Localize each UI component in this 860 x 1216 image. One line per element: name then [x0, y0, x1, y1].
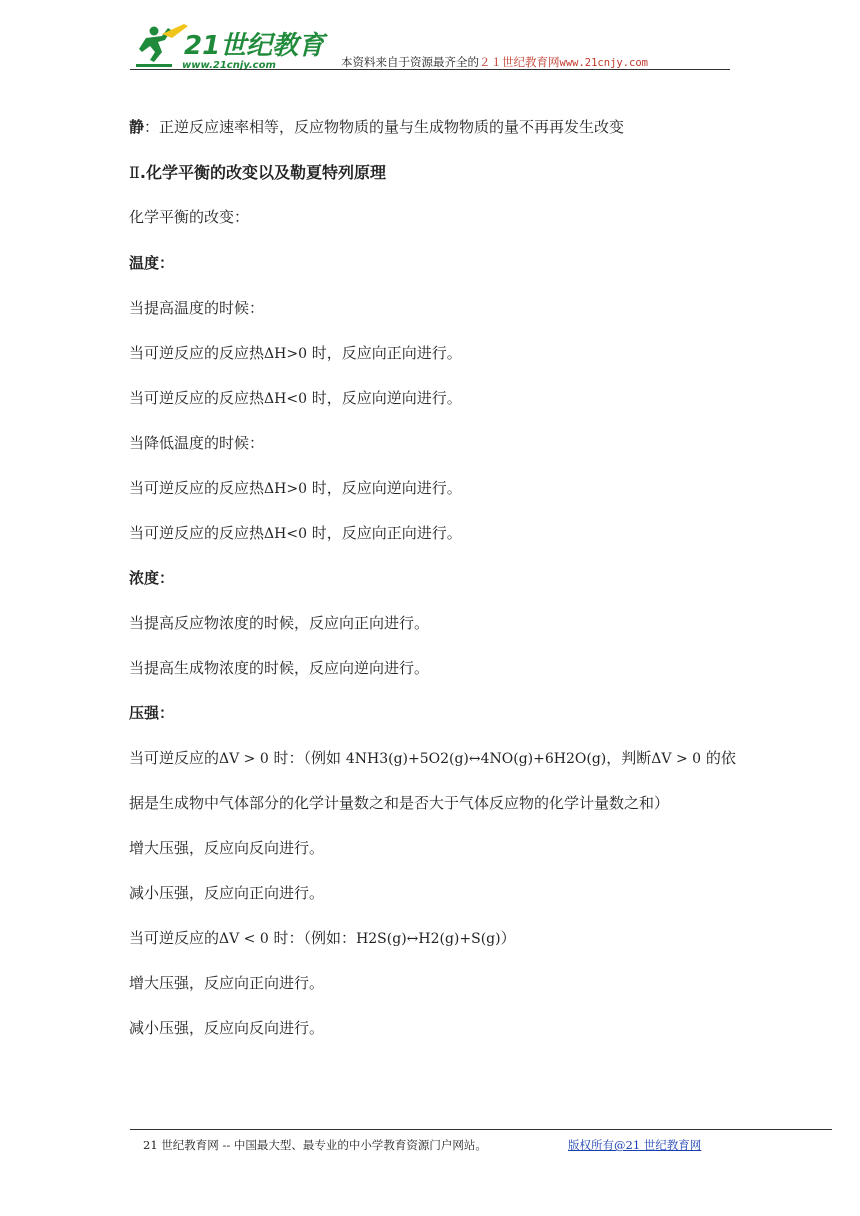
term-static: 静: [129, 118, 145, 136]
text-segment: 当可逆反应的: [129, 929, 220, 947]
header-tagline-url[interactable]: www.21cnjy.com: [559, 57, 649, 69]
text-segment: 时：（例如：: [268, 929, 357, 947]
logo-url-text: www.21cnjy.com: [182, 60, 276, 70]
text-line: [129, 928, 516, 949]
formula-segment: ΔH<0: [264, 391, 307, 407]
text-segment: 时：（例如: [268, 749, 346, 767]
text-segment: 当可逆反应的: [129, 749, 220, 767]
text-segment: 当可逆反应的反应热: [129, 344, 265, 362]
text-line: 增大压强，反应向反向进行。: [129, 839, 325, 857]
text-segment: 当可逆反应的反应热: [129, 389, 265, 407]
section-heading-text: .化学平衡的改变以及勒夏特列原理: [139, 163, 386, 182]
text-line: 减小压强，反应向反向进行。: [129, 1019, 325, 1037]
subheading-concentration: 浓度：: [129, 569, 175, 587]
formula-segment: ΔH<0: [264, 526, 307, 542]
text-segment: 时，反应向正向进行。: [306, 524, 462, 542]
text-line-equilibrium-static: [129, 117, 624, 137]
section-heading: [129, 163, 386, 183]
site-logo[interactable]: [132, 22, 332, 70]
header-divider: [130, 69, 730, 70]
header-tagline: [341, 54, 648, 70]
formula-segment: ΔH>0: [264, 481, 307, 497]
text-segment: 时，反应向逆向进行。: [306, 479, 462, 497]
text-line: [129, 343, 462, 364]
text-segment: 的依: [701, 749, 736, 767]
text-line: 当降低温度的时候：: [129, 434, 265, 452]
text-segment: 当可逆反应的反应热: [129, 524, 265, 542]
text-segment: 当可逆反应的反应热: [129, 479, 265, 497]
definition-static: ：正逆反应速率相等，反应物物质的量与生成物物质的量不再再发生改变: [144, 118, 625, 136]
section-roman-numeral: Ⅱ: [129, 163, 140, 182]
formula-segment: ΔV > 0: [219, 751, 269, 767]
subheading-pressure: 压强：: [129, 704, 175, 722]
text-segment: 时，反应向逆向进行。: [306, 389, 462, 407]
page-header: [130, 18, 730, 70]
footer-divider: [130, 1129, 832, 1130]
text-line: 化学平衡的改变：: [129, 208, 250, 226]
header-tagline-prefix: 本资料来自于资源最齐全的: [341, 55, 479, 69]
formula-segment: ΔV > 0: [651, 751, 702, 767]
text-line: 当提高温度的时候：: [129, 299, 265, 317]
text-line: [129, 523, 462, 544]
equation-segment: H2S(g)↔H2(g)+S(g): [356, 931, 501, 947]
text-line: [129, 388, 462, 409]
runner-logo-icon: [132, 22, 332, 70]
formula-segment: ΔH>0: [264, 346, 307, 362]
text-line: 当提高反应物浓度的时候，反应向正向进行。: [129, 614, 430, 632]
text-line: [129, 748, 736, 769]
text-line: 增大压强，反应向正向进行。: [129, 974, 325, 992]
subheading-temperature: 温度：: [129, 254, 175, 272]
footer-text: 21 世纪教育网 -- 中国最大型、最专业的中小学教育资源门户网站。: [143, 1138, 487, 1152]
text-line: [129, 478, 462, 499]
formula-segment: ΔV < 0: [219, 931, 269, 947]
equation-segment: 4NH3(g)+5O2(g)↔4NO(g)+6H2O(g): [345, 751, 607, 767]
text-line: 据是生成物中气体部分的化学计量数之和是否大于气体反应物的化学计量数之和）: [129, 794, 670, 812]
text-line: 减小压强，反应向正向进行。: [129, 884, 325, 902]
header-tagline-highlight: ２１世纪教育网: [479, 55, 560, 69]
text-segment: ，判断: [606, 749, 652, 767]
text-line: 当提高生成物浓度的时候，反应向逆向进行。: [129, 659, 430, 677]
text-segment: 时，反应向正向进行。: [306, 344, 462, 362]
copyright-link[interactable]: 版权所有@21 世纪教育网: [568, 1138, 702, 1152]
text-segment: ）: [500, 929, 516, 947]
logo-main-text: 21世纪教育: [184, 31, 325, 61]
